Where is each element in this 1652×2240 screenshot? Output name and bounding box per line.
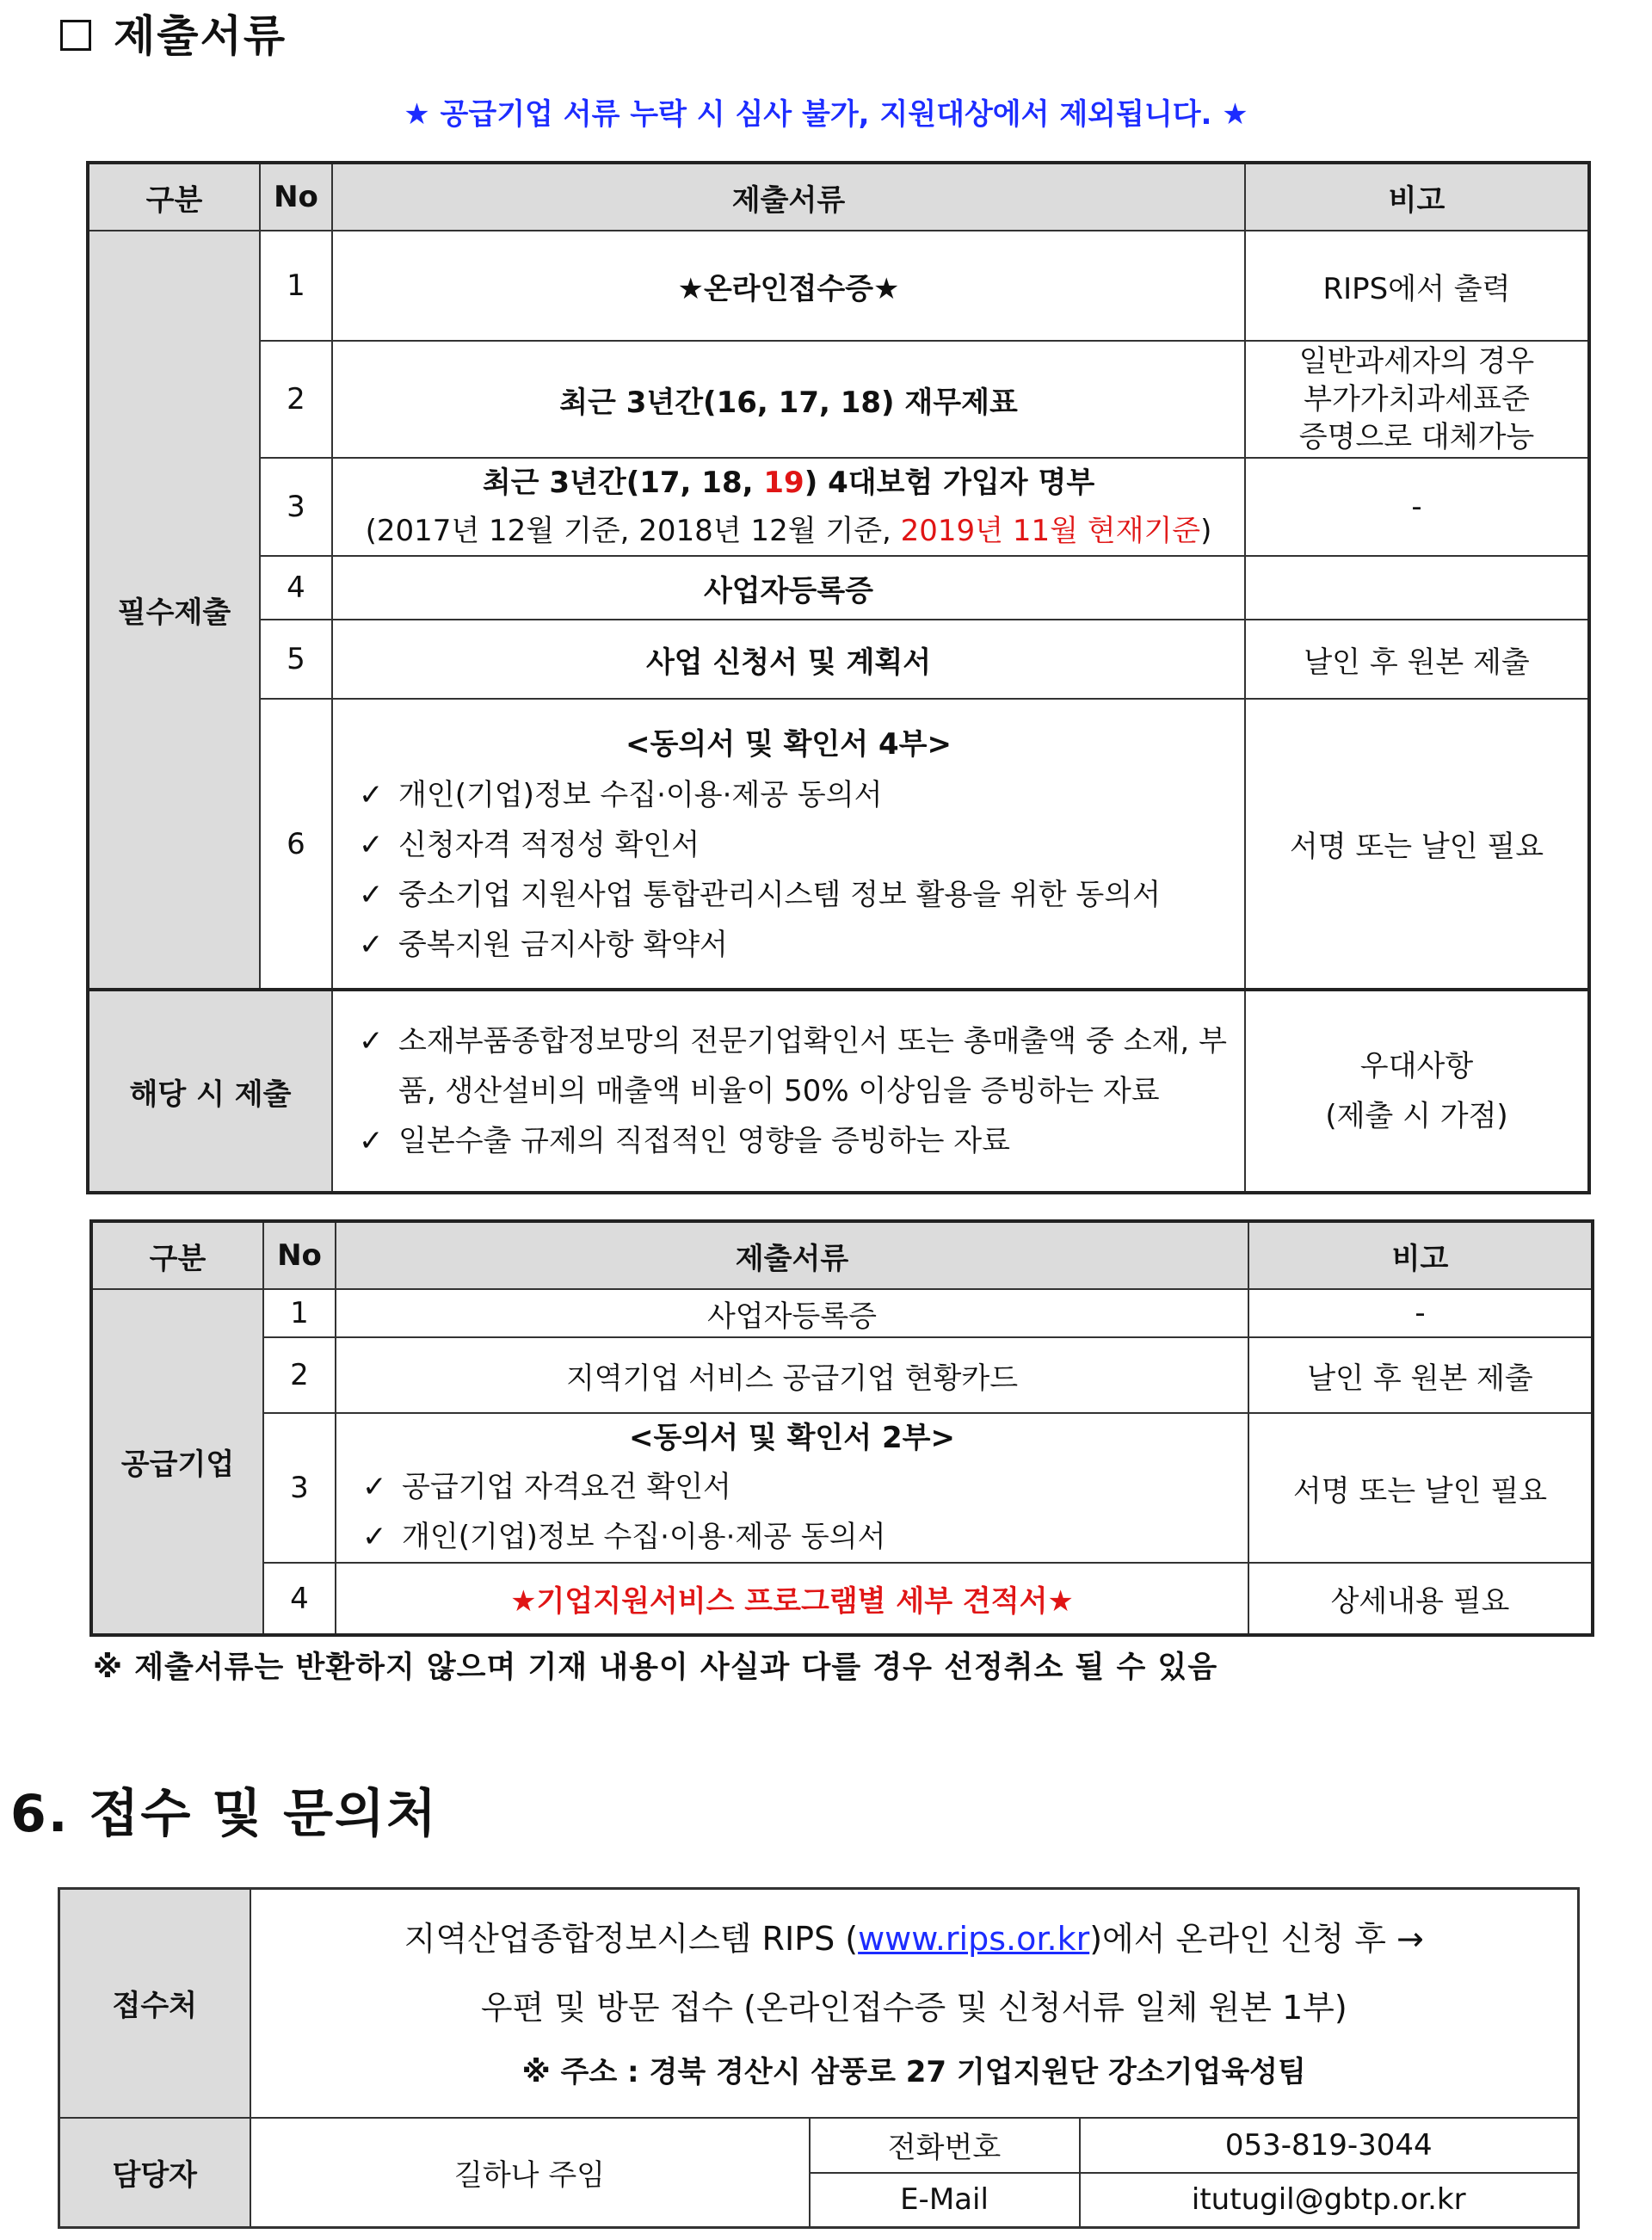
rips-link[interactable]: www.rips.or.kr xyxy=(858,1919,1090,1958)
note-cell: 서명 또는 날인 필요 xyxy=(1245,699,1589,990)
row-no: 5 xyxy=(260,620,332,699)
contact-table xyxy=(58,1887,1580,2229)
header-category: 구분 xyxy=(88,163,260,231)
note-cell: 일반과세자의 경우 부가가치과세표준 증명으로 대체가능 xyxy=(1245,341,1589,458)
note-cell: RIPS에서 출력 xyxy=(1245,231,1589,341)
phone-label: 전화번호 xyxy=(810,2118,1080,2173)
checklist-item: ✓ 소재부품종합정보망의 전문기업확인서 또는 총매출액 중 소재, 부품, 생산설비의 매출액 비율이 50% 이상임을 증빙하는 자료 xyxy=(340,1016,1227,1116)
note-cell: 서명 또는 날인 필요 xyxy=(1248,1413,1593,1563)
email-label: E-Mail xyxy=(810,2173,1080,2228)
notice-banner: ★ 공급기업 서류 누락 시 심사 불가, 지원대상에서 제외됩니다. ★ xyxy=(404,97,1248,132)
supplier-documents-table xyxy=(89,1219,1594,1637)
row-no: 6 xyxy=(260,699,332,990)
doc-cell: 사업자등록증 xyxy=(336,1289,1248,1337)
reception-info: 지역산업종합정보시스템 RIPS (www.rips.or.kr)에서 온라인 신청 후 → 우편 및 방문 접수 (온라인접수증 및 신청서류 일체 원본 1부) ※ 주소 : 경북 경산시 삼풍로 27 기업지원단 강소기업육성팀 xyxy=(250,1889,1579,2118)
category-required: 필수제출 xyxy=(88,231,260,990)
checkmark-icon: ✓ xyxy=(362,1520,387,1554)
header-note: 비고 xyxy=(1245,163,1589,231)
checkbox-square-icon xyxy=(60,20,91,51)
doc-cell: <동의서 및 확인서 4부> ✓ 개인(기업)정보 수집·이용·제공 동의서 ✓ 신청자격 적정성 확인서 ✓ 중소기업 지원사업 통합관리시스템 정보 활용을 위한 동의서 ✓ 중복지원 금지사항 확약서 xyxy=(332,699,1245,990)
doc-cell xyxy=(332,990,1245,1193)
category-conditional: 해당 시 제출 xyxy=(88,990,332,1193)
doc-cell: 지역기업 서비스 공급기업 현황카드 xyxy=(336,1337,1248,1413)
doc-cell: ★온라인접수증★ xyxy=(332,231,1245,341)
phone-value: 053-819-3044 xyxy=(1080,2118,1579,2173)
header-note: 비고 xyxy=(1248,1221,1593,1289)
checkmark-icon: ✓ xyxy=(359,777,384,812)
header-no: No xyxy=(263,1221,336,1289)
doc-cell: 사업자등록증 xyxy=(332,556,1245,620)
note-cell: - xyxy=(1245,458,1589,556)
doc-cell: <동의서 및 확인서 2부> ✓ 공급기업 자격요건 확인서 ✓ 개인(기업)정보 수집·이용·제공 동의서 xyxy=(336,1413,1248,1563)
required-documents-table xyxy=(86,161,1591,1194)
checkmark-icon: ✓ xyxy=(359,827,384,862)
section-title: 제출서류 xyxy=(60,2,287,64)
row-no: 1 xyxy=(263,1289,336,1337)
checklist-item: ✓ 개인(기업)정보 수집·이용·제공 동의서 xyxy=(340,770,1237,820)
header-document: 제출서류 xyxy=(332,163,1245,231)
row-no: 3 xyxy=(260,458,332,556)
checkmark-icon: ✓ xyxy=(362,1470,387,1504)
checkmark-icon: ✓ xyxy=(359,877,384,912)
row-no: 2 xyxy=(260,341,332,458)
note-cell: 우대사항 (제출 시 가점) xyxy=(1245,990,1589,1193)
note-cell xyxy=(1245,556,1589,620)
doc-cell: 사업 신청서 및 계획서 xyxy=(332,620,1245,699)
note-cell: - xyxy=(1248,1289,1593,1337)
header-no: No xyxy=(260,163,332,231)
category-supplier: 공급기업 xyxy=(91,1289,263,1635)
manager-label: 담당자 xyxy=(59,2118,250,2228)
email-value[interactable]: itutugil@gbtp.or.kr xyxy=(1080,2173,1579,2228)
note-cell: 날인 후 원본 제출 xyxy=(1248,1337,1593,1413)
section-6-title: 6. 접수 및 문의처 xyxy=(10,1784,438,1844)
checklist-item: ✓ 개인(기업)정보 수집·이용·제공 동의서 xyxy=(343,1512,1241,1562)
row-no: 2 xyxy=(263,1337,336,1413)
note-cell: 상세내용 필요 xyxy=(1248,1563,1593,1635)
reception-label: 접수처 xyxy=(59,1889,250,2118)
checkmark-icon: ✓ xyxy=(359,1024,384,1058)
row-no: 1 xyxy=(260,231,332,341)
checklist-item: ✓ 중소기업 지원사업 통합관리시스템 정보 활용을 위한 동의서 xyxy=(340,870,1237,920)
doc-cell: ★기업지원서비스 프로그램별 세부 견적서★ xyxy=(336,1563,1248,1635)
doc-cell: 최근 3년간(16, 17, 18) 재무제표 xyxy=(332,341,1245,458)
checkmark-icon: ✓ xyxy=(359,927,384,962)
header-document: 제출서류 xyxy=(336,1221,1248,1289)
row-no: 4 xyxy=(260,556,332,620)
checklist-item: ✓ 중복지원 금지사항 확약서 xyxy=(340,920,1237,970)
note-cell: 날인 후 원본 제출 xyxy=(1245,620,1589,699)
checkmark-icon: ✓ xyxy=(359,1124,384,1158)
checklist-item: ✓ 일본수출 규제의 직접적인 영향을 증빙하는 자료 xyxy=(340,1116,1227,1166)
checklist-item: ✓ 공급기업 자격요건 확인서 xyxy=(343,1462,1241,1512)
row-no: 3 xyxy=(263,1413,336,1563)
footnote: ※ 제출서류는 반환하지 않으며 기재 내용이 사실과 다를 경우 선정취소 될 수 있음 xyxy=(93,1651,1218,1685)
manager-name: 길하나 주임 xyxy=(250,2118,810,2228)
doc-cell: 최근 3년간(17, 18, 19) 4대보험 가입자 명부 (2017년 12월 기준, 2018년 12월 기준, 2019년 11월 현재기준) xyxy=(332,458,1245,556)
checklist-item: ✓ 신청자격 적정성 확인서 xyxy=(340,820,1237,870)
row-no: 4 xyxy=(263,1563,336,1635)
header-category: 구분 xyxy=(91,1221,263,1289)
